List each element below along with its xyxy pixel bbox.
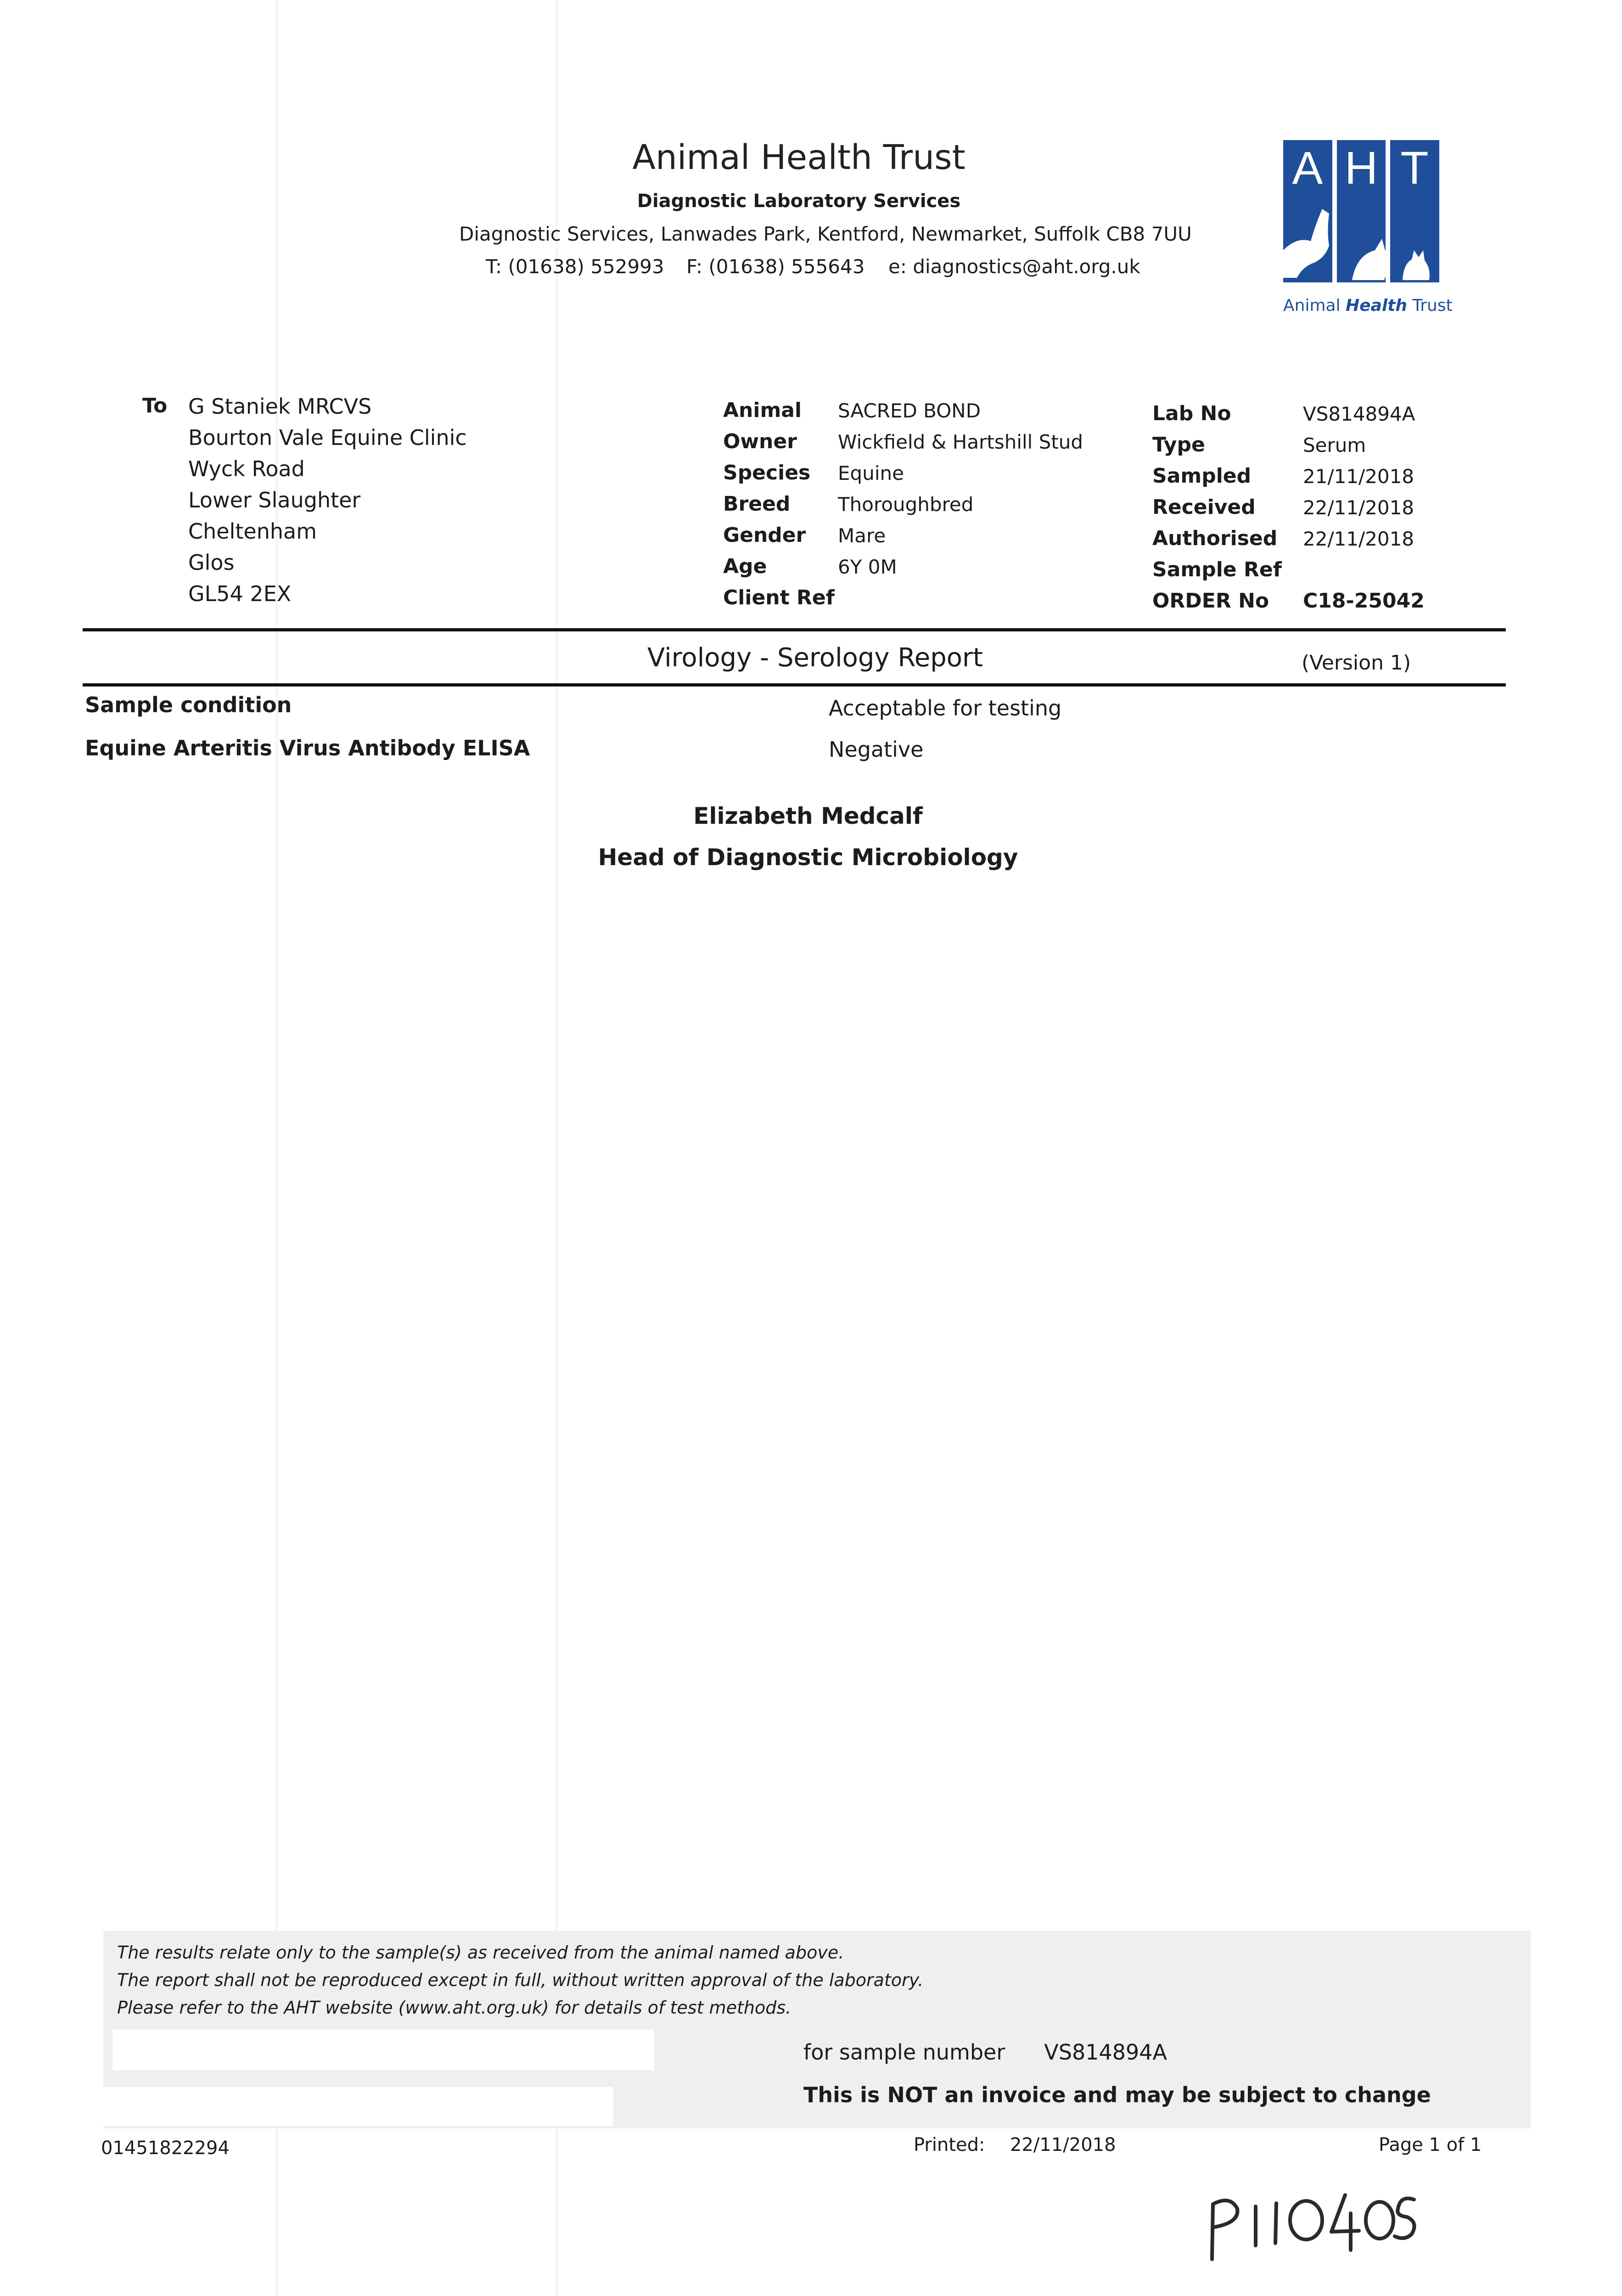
species-value: Equine (838, 462, 904, 484)
redaction-patch (99, 2087, 613, 2126)
page-number: Page 1 of 1 (1379, 2134, 1482, 2155)
sample-condition-value: Acceptable for testing (829, 696, 1062, 720)
gender-label: Gender (723, 523, 806, 547)
logo-letter-a: A (1292, 142, 1323, 194)
signatory-name: Elizabeth Medcalf (693, 803, 923, 829)
owner-value: Wickfield & Hartshill Stud (838, 431, 1083, 453)
invoice-notice: This is NOT an invoice and may be subject to change (803, 2082, 1431, 2107)
species-label: Species (723, 461, 811, 484)
printed-label: Printed: (914, 2134, 985, 2155)
test-name: Equine Arteritis Virus Antibody ELISA (85, 736, 530, 760)
owner-label: Owner (723, 430, 797, 453)
authorised-label: Authorised (1152, 527, 1278, 550)
recipient-line: Bourton Vale Equine Clinic (188, 425, 467, 450)
printed-date: 22/11/2018 (1010, 2134, 1116, 2155)
animal-value: SACRED BOND (838, 400, 981, 422)
sample-number-value: VS814894A (1044, 2040, 1167, 2065)
telephone: T: (01638) 552993 (486, 255, 664, 278)
recipient-line: Glos (188, 550, 235, 575)
signatory-title: Head of Diagnostic Microbiology (598, 844, 1018, 871)
sampled-value: 21/11/2018 (1303, 465, 1414, 488)
gender-value: Mare (838, 524, 886, 547)
redaction-patch (112, 2030, 654, 2070)
type-label: Type (1152, 433, 1205, 456)
recipient-postcode: GL54 2EX (188, 581, 292, 606)
logo-letter-h: H (1344, 142, 1378, 194)
fax: F: (01638) 555643 (686, 255, 865, 278)
sample-number-line: for sample number VS814894A (803, 2040, 1167, 2065)
divider-top (83, 628, 1506, 631)
logo-letter-t: T (1400, 142, 1429, 194)
divider-bottom (83, 683, 1506, 687)
logo-caption: Animal Health Trust (1283, 296, 1453, 315)
recipient-line: Lower Slaughter (188, 488, 361, 512)
sample-ref-label: Sample Ref (1152, 558, 1282, 581)
age-label: Age (723, 555, 767, 578)
lab-no-label: Lab No (1152, 402, 1231, 425)
received-value: 22/11/2018 (1303, 496, 1414, 519)
handwritten-reference-note (1203, 2177, 1419, 2264)
report-version: (Version 1) (1302, 651, 1411, 675)
report-title: Virology - Serology Report (647, 643, 983, 673)
age-value: 6Y 0M (838, 556, 897, 578)
received-label: Received (1152, 495, 1256, 519)
authorised-value: 22/11/2018 (1303, 528, 1414, 550)
breed-value: Thoroughbred (838, 493, 974, 516)
lab-address: Diagnostic Services, Lanwades Park, Kentford, Newmarket, Suffolk CB8 7UU (459, 223, 1192, 245)
to-label: To (142, 394, 168, 417)
sampled-label: Sampled (1152, 464, 1252, 488)
breed-label: Breed (723, 492, 791, 516)
order-no-value: C18-25042 (1303, 589, 1425, 613)
sample-condition-label: Sample condition (85, 692, 292, 717)
lab-no-value: VS814894A (1303, 403, 1415, 425)
test-result: Negative (829, 737, 924, 762)
animal-label: Animal (723, 399, 802, 422)
phone-number: 01451822294 (101, 2138, 230, 2159)
aht-logo (1283, 140, 1439, 282)
email: e: diagnostics@aht.org.uk (888, 255, 1140, 278)
recipient-name: G Staniek MRCVS (188, 394, 372, 419)
footer-note: The report shall not be reproduced except in full, without written approval of the laboratory. (117, 1970, 924, 1990)
footer-note: The results relate only to the sample(s) as received from the animal named above. (117, 1942, 844, 1963)
organisation-name: Animal Health Trust (632, 138, 965, 177)
type-value: Serum (1303, 434, 1366, 456)
client-ref-label: Client Ref (723, 586, 835, 609)
footer-note: Please refer to the AHT website (www.aht.org.uk) for details of test methods. (117, 1998, 791, 2018)
order-no-label: ORDER No (1152, 589, 1269, 613)
recipient-line: Wyck Road (188, 456, 305, 481)
recipient-line: Cheltenham (188, 519, 317, 544)
department-name: Diagnostic Laboratory Services (637, 191, 961, 212)
